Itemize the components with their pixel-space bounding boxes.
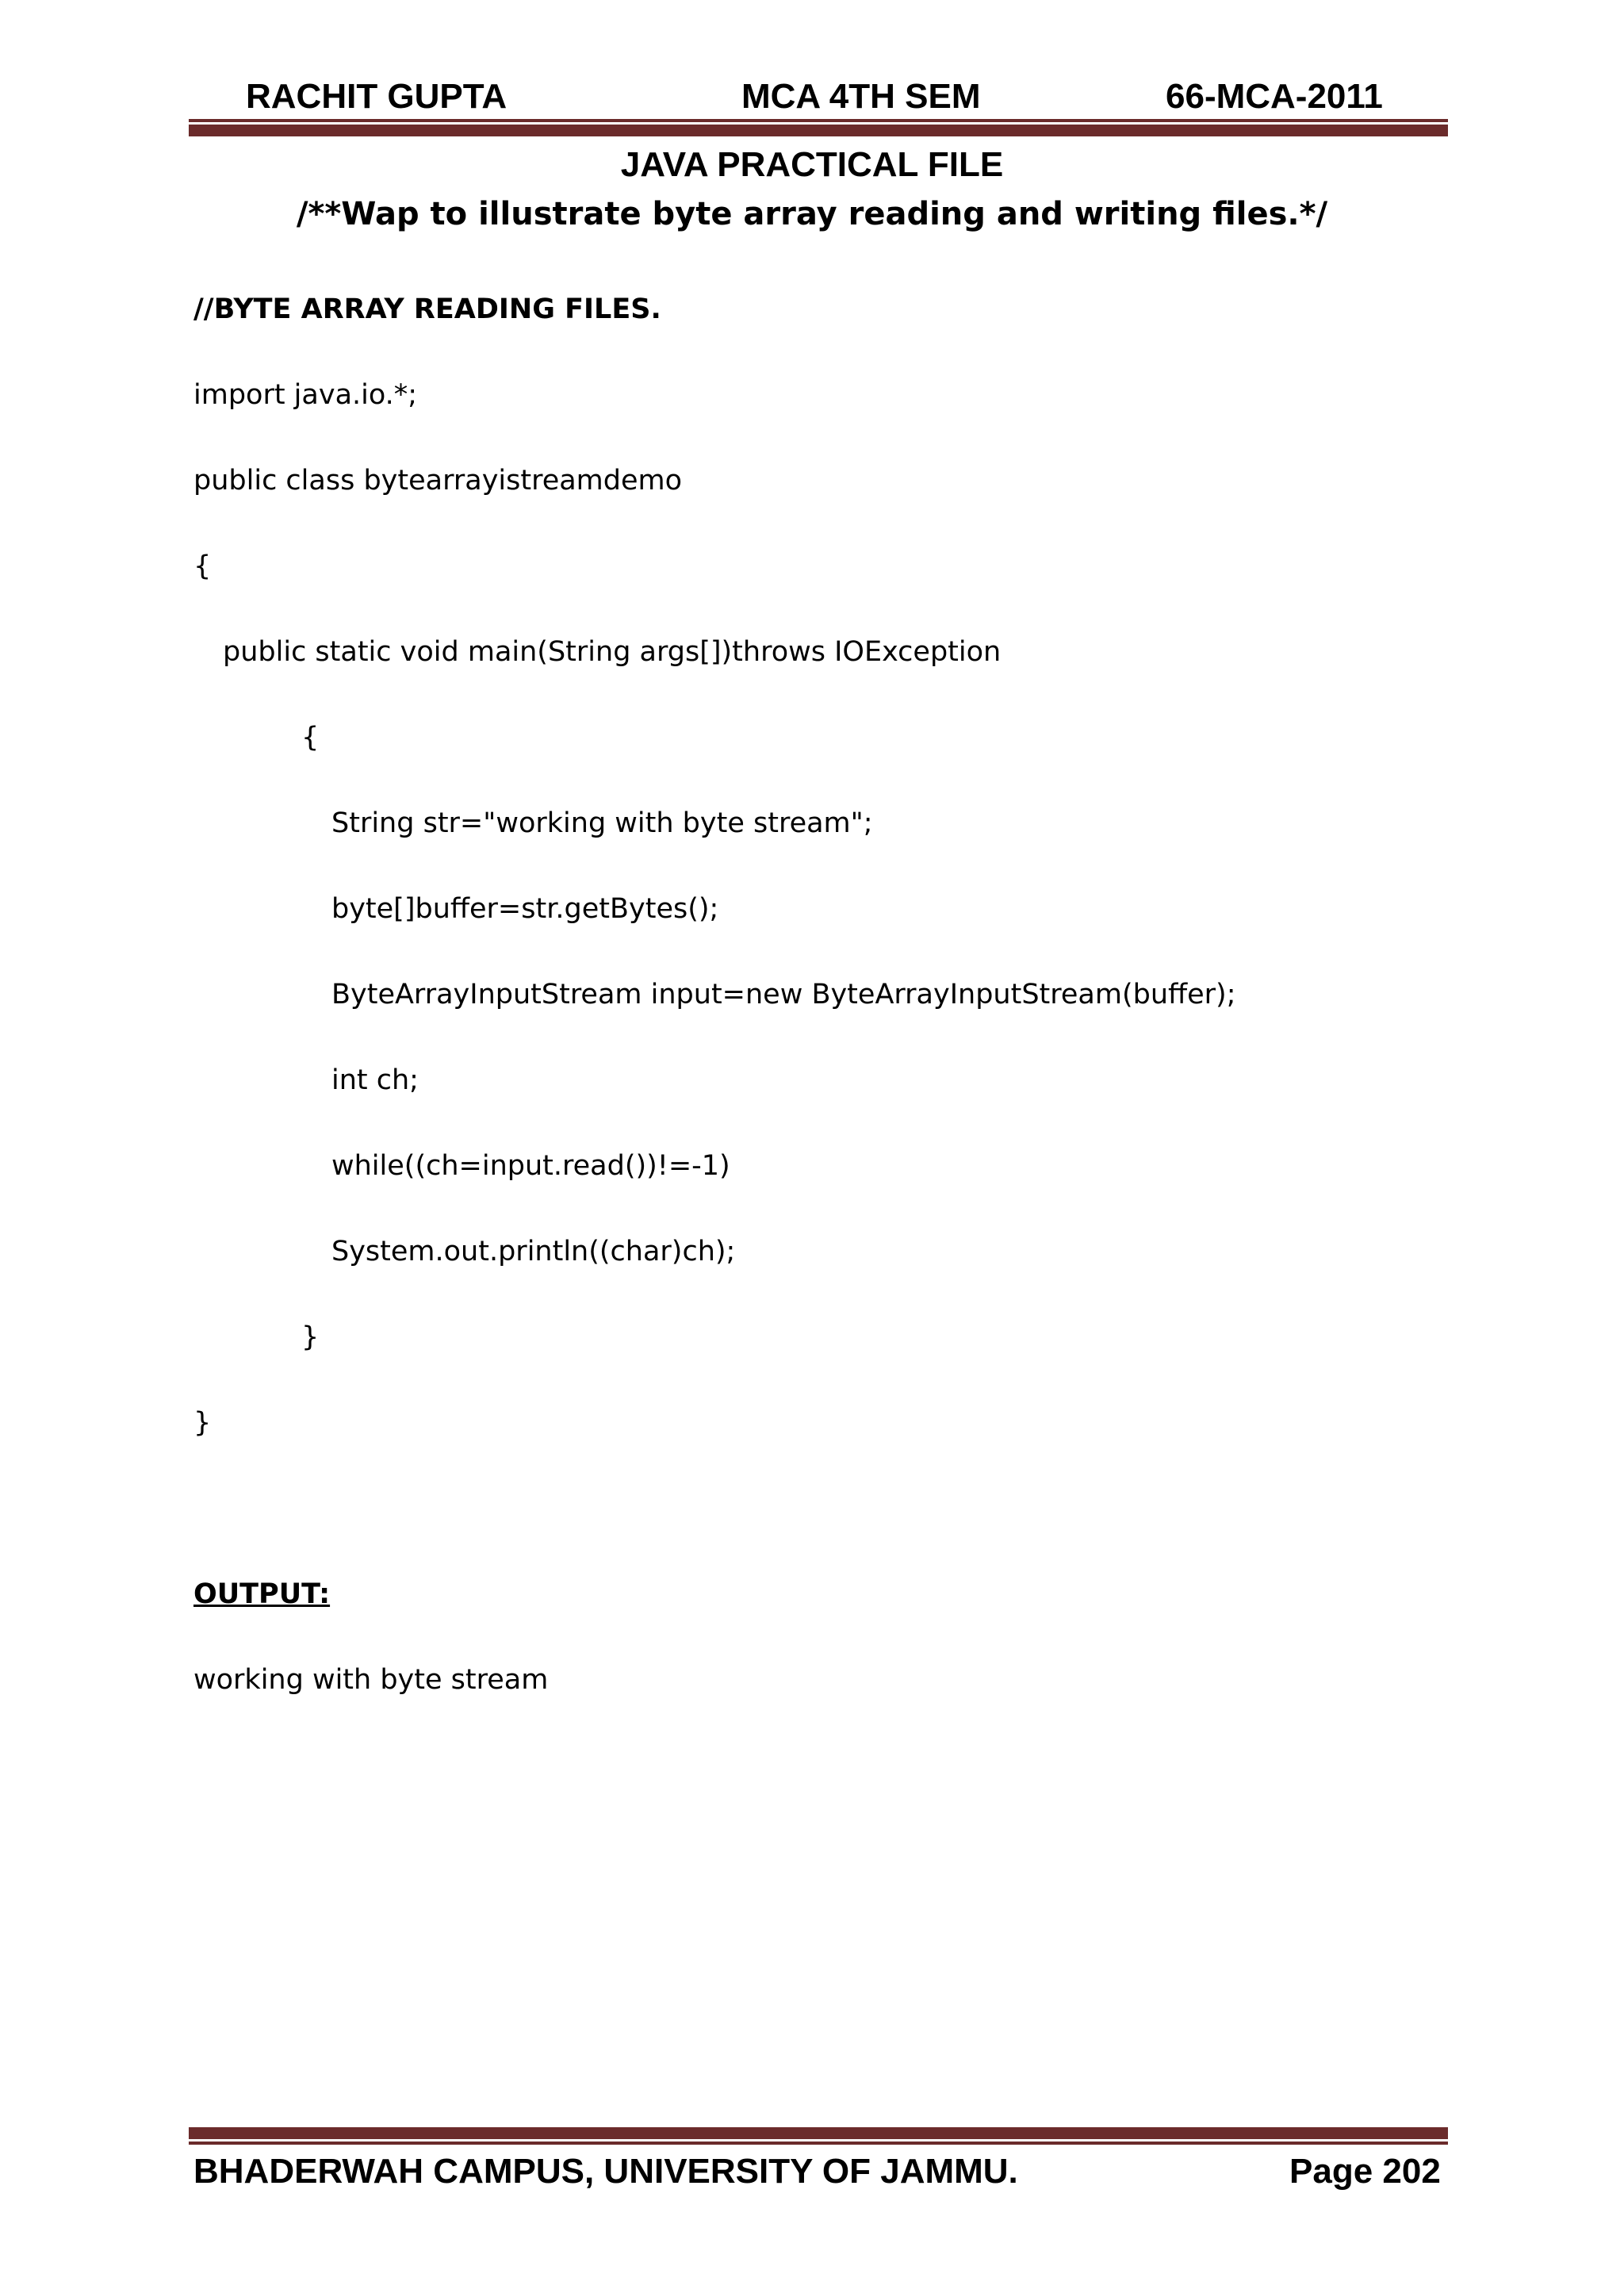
header-course: MCA 4TH SEM [741,77,981,116]
section-heading: //BYTE ARRAY READING FILES. [193,293,661,325]
code-line: System.out.println((char)ch); [331,1236,736,1267]
code-line: import java.io.*; [193,379,418,411]
code-line: byte[]buffer=str.getBytes(); [331,893,719,925]
code-line: { [193,550,212,582]
code-line: while((ch=input.read())!=-1) [331,1150,730,1182]
code-line: public class bytearrayistreamdemo [193,465,683,497]
header-rule-thick [189,125,1448,136]
footer-institution: BHADERWAH CAMPUS, UNIVERSITY OF JAMMU. [193,2152,1018,2191]
code-line: ByteArrayInputStream input=new ByteArrayInputStream(buffer); [331,979,1236,1010]
header-rule-thin [189,119,1448,122]
header-name: RACHIT GUPTA [246,77,508,116]
output-text: working with byte stream [193,1664,549,1696]
footer-rule-thick [189,2127,1448,2139]
output-label: OUTPUT: [193,1578,331,1610]
page-title: JAVA PRACTICAL FILE [620,145,1004,184]
code-line: } [193,1407,212,1439]
header-roll: 66-MCA-2011 [1166,77,1383,116]
footer-page-number: Page 202 [1289,2152,1441,2191]
code-line: String str="working with byte stream"; [331,807,873,839]
footer-rule-thin [189,2142,1448,2145]
code-line: public static void main(String args[])throws IOException [223,636,1002,668]
page-subtitle: /**Wap to illustrate byte array reading and writing files.*/ [296,196,1328,232]
code-line: { [301,722,320,753]
code-line: int ch; [331,1064,419,1096]
code-line: } [301,1321,320,1353]
